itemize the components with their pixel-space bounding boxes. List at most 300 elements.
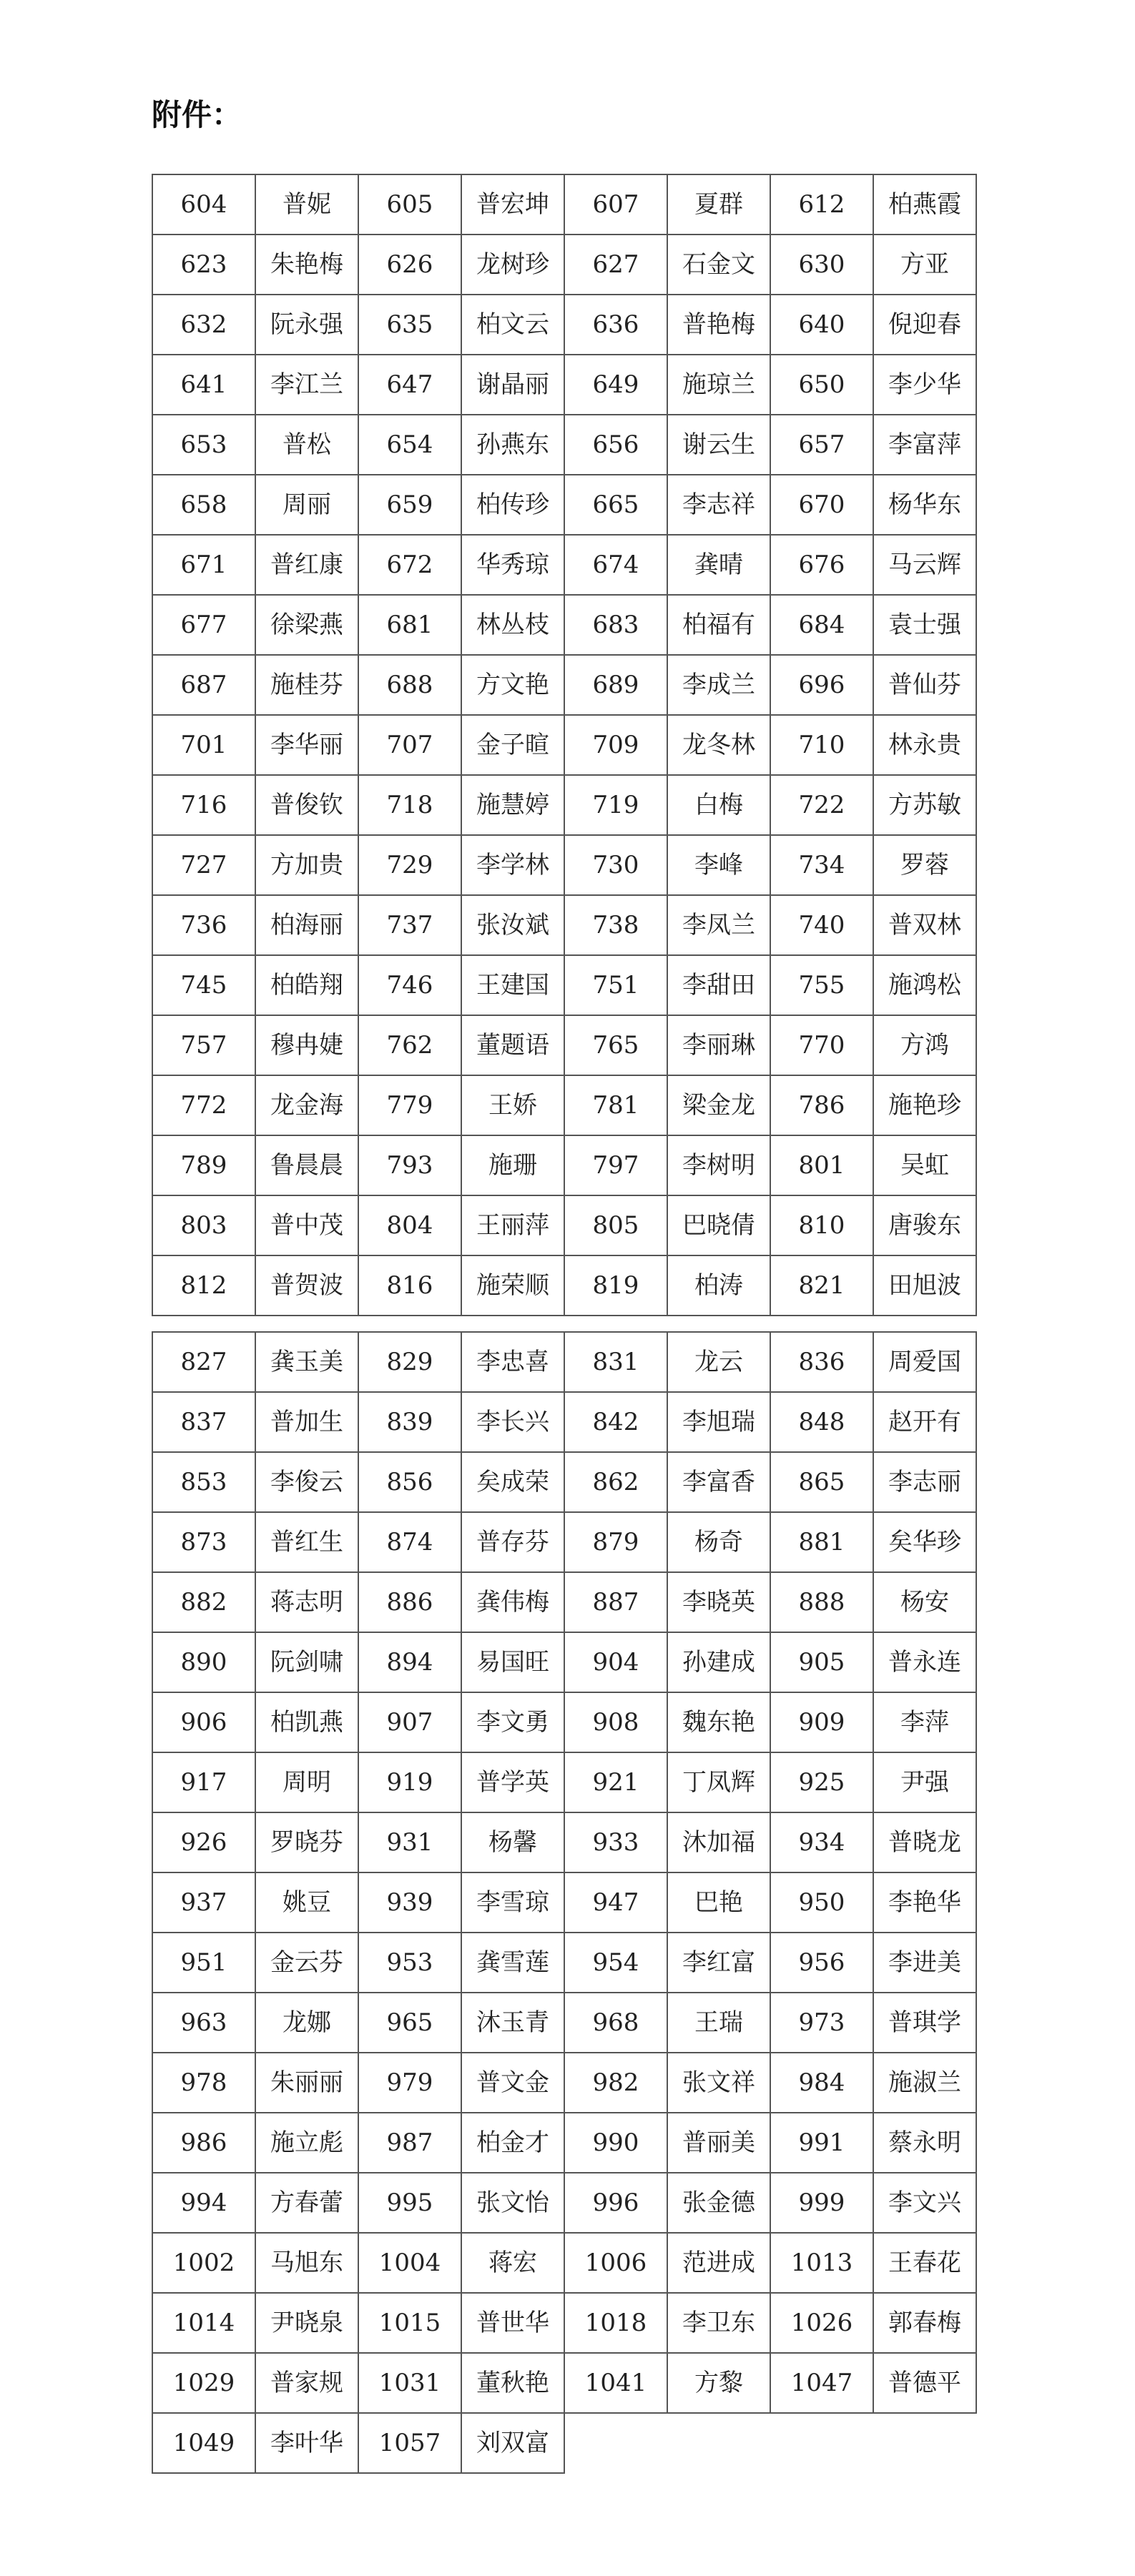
entry-name: 金云芬 xyxy=(255,1933,358,1993)
entry-name: 穆冉婕 xyxy=(255,1015,358,1075)
entry-name: 周丽 xyxy=(255,475,358,535)
entry-number: 671 xyxy=(152,535,255,595)
entry-name: 马旭东 xyxy=(255,2233,358,2293)
entry-name: 李华丽 xyxy=(255,715,358,775)
entry-number: 677 xyxy=(152,595,255,655)
table-row xyxy=(152,655,976,715)
entry-name: 方苏敏 xyxy=(873,775,976,835)
table-row xyxy=(152,174,976,235)
entry-name: 施鸿松 xyxy=(873,955,976,1015)
entry-name: 王春花 xyxy=(873,2233,976,2293)
table-row xyxy=(152,1812,976,1872)
entry-number: 917 xyxy=(152,1752,255,1812)
entry-number: 919 xyxy=(358,1752,461,1812)
entry-name: 杨华东 xyxy=(873,475,976,535)
entry-name: 普晓龙 xyxy=(873,1812,976,1872)
entry-number: 879 xyxy=(564,1512,667,1572)
table-row xyxy=(152,955,976,1015)
entry-name: 施淑兰 xyxy=(873,2053,976,2113)
entry-name: 田旭波 xyxy=(873,1255,976,1316)
entry-number: 1031 xyxy=(358,2353,461,2413)
table-row xyxy=(152,2413,976,2473)
entry-name: 蔡永明 xyxy=(873,2113,976,2173)
entry-number: 990 xyxy=(564,2113,667,2173)
entry-number: 999 xyxy=(770,2173,873,2233)
entry-name: 李俊云 xyxy=(255,1452,358,1512)
entry-number: 681 xyxy=(358,595,461,655)
entry-name: 李卫东 xyxy=(667,2293,770,2353)
entry-name: 柏传珍 xyxy=(461,475,564,535)
table-row xyxy=(152,235,976,295)
entry-name: 吴虹 xyxy=(873,1135,976,1195)
entry-number: 1002 xyxy=(152,2233,255,2293)
entry-name: 林丛枝 xyxy=(461,595,564,655)
entry-name: 李峰 xyxy=(667,835,770,895)
entry-name: 王瑞 xyxy=(667,1993,770,2053)
entry-name: 普妮 xyxy=(255,174,358,235)
entry-name: 普德平 xyxy=(873,2353,976,2413)
empty-cell xyxy=(667,2413,770,2473)
entry-name: 谢云生 xyxy=(667,415,770,475)
entry-name: 李忠喜 xyxy=(461,1332,564,1392)
entry-number: 874 xyxy=(358,1512,461,1572)
entry-name: 普松 xyxy=(255,415,358,475)
entry-name: 施慧婷 xyxy=(461,775,564,835)
entry-name: 龙娜 xyxy=(255,1993,358,2053)
entry-number: 670 xyxy=(770,475,873,535)
entry-number: 650 xyxy=(770,355,873,415)
entry-number: 772 xyxy=(152,1075,255,1135)
entry-name: 方文艳 xyxy=(461,655,564,715)
entry-name: 王娇 xyxy=(461,1075,564,1135)
entry-name: 王丽萍 xyxy=(461,1195,564,1255)
entry-number: 612 xyxy=(770,174,873,235)
entry-name: 丁凤辉 xyxy=(667,1752,770,1812)
entry-number: 839 xyxy=(358,1392,461,1452)
entry-number: 696 xyxy=(770,655,873,715)
entry-name: 普文金 xyxy=(461,2053,564,2113)
table-row xyxy=(152,355,976,415)
entry-number: 765 xyxy=(564,1015,667,1075)
entry-number: 907 xyxy=(358,1692,461,1752)
entry-number: 751 xyxy=(564,955,667,1015)
entry-number: 1004 xyxy=(358,2233,461,2293)
table-row xyxy=(152,1452,976,1512)
entry-name: 龙树珍 xyxy=(461,235,564,295)
entry-number: 865 xyxy=(770,1452,873,1512)
entry-name: 李文兴 xyxy=(873,2173,976,2233)
attachment-heading: 附件： xyxy=(152,97,242,132)
entry-number: 873 xyxy=(152,1512,255,1572)
entry-name: 朱艳梅 xyxy=(255,235,358,295)
table-row xyxy=(152,1752,976,1812)
entry-number: 934 xyxy=(770,1812,873,1872)
entry-name: 普宏坤 xyxy=(461,174,564,235)
entry-number: 947 xyxy=(564,1872,667,1933)
entry-name: 易国旺 xyxy=(461,1632,564,1692)
entry-number: 707 xyxy=(358,715,461,775)
entry-number: 607 xyxy=(564,174,667,235)
entry-number: 827 xyxy=(152,1332,255,1392)
entry-name: 施琼兰 xyxy=(667,355,770,415)
entry-name: 柏文云 xyxy=(461,295,564,355)
entry-number: 973 xyxy=(770,1993,873,2053)
entry-number: 730 xyxy=(564,835,667,895)
entry-name: 马云辉 xyxy=(873,535,976,595)
entry-number: 921 xyxy=(564,1752,667,1812)
entry-number: 793 xyxy=(358,1135,461,1195)
entry-number: 894 xyxy=(358,1632,461,1692)
entry-name: 林永贵 xyxy=(873,715,976,775)
entry-name: 龚晴 xyxy=(667,535,770,595)
entry-name: 李甜田 xyxy=(667,955,770,1015)
entry-number: 789 xyxy=(152,1135,255,1195)
entry-name: 方春蕾 xyxy=(255,2173,358,2233)
entry-name: 刘双富 xyxy=(461,2413,564,2473)
entry-number: 1029 xyxy=(152,2353,255,2413)
entry-name: 李富萍 xyxy=(873,415,976,475)
entry-name: 孙建成 xyxy=(667,1632,770,1692)
entry-name: 倪迎春 xyxy=(873,295,976,355)
entry-name: 柏金才 xyxy=(461,2113,564,2173)
entry-name: 尹晓泉 xyxy=(255,2293,358,2353)
entry-number: 831 xyxy=(564,1332,667,1392)
entry-name: 杨奇 xyxy=(667,1512,770,1572)
entry-number: 979 xyxy=(358,2053,461,2113)
entry-number: 701 xyxy=(152,715,255,775)
entry-number: 623 xyxy=(152,235,255,295)
empty-cell xyxy=(564,2413,667,2473)
table-row xyxy=(152,1692,976,1752)
entry-name: 普红康 xyxy=(255,535,358,595)
empty-cell xyxy=(770,2413,873,2473)
entry-number: 657 xyxy=(770,415,873,475)
entry-name: 梁金龙 xyxy=(667,1075,770,1135)
entry-name: 龙云 xyxy=(667,1332,770,1392)
entry-name: 徐梁燕 xyxy=(255,595,358,655)
entry-name: 李成兰 xyxy=(667,655,770,715)
entry-number: 926 xyxy=(152,1812,255,1872)
entry-name: 巴晓倩 xyxy=(667,1195,770,1255)
entry-number: 995 xyxy=(358,2173,461,2233)
entry-name: 蒋志明 xyxy=(255,1572,358,1632)
table-row xyxy=(152,2053,976,2113)
entry-name: 蒋宏 xyxy=(461,2233,564,2293)
entry-number: 1014 xyxy=(152,2293,255,2353)
table-row xyxy=(152,1512,976,1572)
table-row xyxy=(152,895,976,955)
entry-number: 882 xyxy=(152,1572,255,1632)
entry-name: 张汝斌 xyxy=(461,895,564,955)
entry-name: 白梅 xyxy=(667,775,770,835)
entry-number: 656 xyxy=(564,415,667,475)
entry-name: 罗蓉 xyxy=(873,835,976,895)
entry-number: 659 xyxy=(358,475,461,535)
entry-number: 710 xyxy=(770,715,873,775)
entry-name: 柏皓翔 xyxy=(255,955,358,1015)
entry-name: 阮剑啸 xyxy=(255,1632,358,1692)
entry-name: 施桂芬 xyxy=(255,655,358,715)
entry-number: 931 xyxy=(358,1812,461,1872)
entry-name: 鲁晨晨 xyxy=(255,1135,358,1195)
entry-number: 890 xyxy=(152,1632,255,1692)
entry-number: 722 xyxy=(770,775,873,835)
entry-number: 797 xyxy=(564,1135,667,1195)
entry-name: 董题语 xyxy=(461,1015,564,1075)
table-row xyxy=(152,715,976,775)
entry-number: 716 xyxy=(152,775,255,835)
entry-number: 632 xyxy=(152,295,255,355)
entry-name: 袁士强 xyxy=(873,595,976,655)
entry-number: 762 xyxy=(358,1015,461,1075)
entry-number: 836 xyxy=(770,1332,873,1392)
entry-name: 姚豆 xyxy=(255,1872,358,1933)
entry-name: 李丽琳 xyxy=(667,1015,770,1075)
entry-number: 881 xyxy=(770,1512,873,1572)
entry-name: 郭春梅 xyxy=(873,2293,976,2353)
table-row xyxy=(152,1015,976,1075)
entry-number: 963 xyxy=(152,1993,255,2053)
table-row xyxy=(152,295,976,355)
table-row xyxy=(152,475,976,535)
entry-name: 矣成荣 xyxy=(461,1452,564,1512)
entry-number: 736 xyxy=(152,895,255,955)
entry-name: 李凤兰 xyxy=(667,895,770,955)
entry-name: 龚玉美 xyxy=(255,1332,358,1392)
entry-number: 727 xyxy=(152,835,255,895)
entry-name: 巴艳 xyxy=(667,1872,770,1933)
roster-table-body xyxy=(152,174,976,1316)
entry-name: 沐玉青 xyxy=(461,1993,564,2053)
entry-number: 746 xyxy=(358,955,461,1015)
entry-number: 819 xyxy=(564,1255,667,1316)
entry-number: 683 xyxy=(564,595,667,655)
table-row xyxy=(152,535,976,595)
entry-name: 龙冬林 xyxy=(667,715,770,775)
entry-name: 李叶华 xyxy=(255,2413,358,2473)
entry-number: 734 xyxy=(770,835,873,895)
entry-number: 672 xyxy=(358,535,461,595)
entry-number: 996 xyxy=(564,2173,667,2233)
entry-name: 李江兰 xyxy=(255,355,358,415)
entry-name: 杨馨 xyxy=(461,1812,564,1872)
entry-number: 853 xyxy=(152,1452,255,1512)
entry-number: 886 xyxy=(358,1572,461,1632)
table-row xyxy=(152,1933,976,1993)
entry-name: 李红富 xyxy=(667,1933,770,1993)
entry-number: 688 xyxy=(358,655,461,715)
entry-number: 810 xyxy=(770,1195,873,1255)
entry-name: 谢晶丽 xyxy=(461,355,564,415)
table-row xyxy=(152,1993,976,2053)
entry-name: 龙金海 xyxy=(255,1075,358,1135)
entry-number: 770 xyxy=(770,1015,873,1075)
table-row xyxy=(152,2173,976,2233)
entry-number: 635 xyxy=(358,295,461,355)
entry-name: 普存芬 xyxy=(461,1512,564,1572)
entry-number: 986 xyxy=(152,2113,255,2173)
entry-name: 普学英 xyxy=(461,1752,564,1812)
table-row xyxy=(152,1332,976,1392)
entry-number: 987 xyxy=(358,2113,461,2173)
roster-table-page-two xyxy=(152,1331,977,2474)
entry-name: 方亚 xyxy=(873,235,976,295)
table-row xyxy=(152,415,976,475)
entry-number: 991 xyxy=(770,2113,873,2173)
entry-name: 普世华 xyxy=(461,2293,564,2353)
table-row xyxy=(152,2353,976,2413)
entry-name: 周爱国 xyxy=(873,1332,976,1392)
entry-name: 施珊 xyxy=(461,1135,564,1195)
table-row xyxy=(152,595,976,655)
entry-name: 孙燕东 xyxy=(461,415,564,475)
entry-name: 普加生 xyxy=(255,1392,358,1452)
entry-name: 阮永强 xyxy=(255,295,358,355)
entry-number: 908 xyxy=(564,1692,667,1752)
entry-number: 1013 xyxy=(770,2233,873,2293)
entry-name: 普中茂 xyxy=(255,1195,358,1255)
entry-number: 658 xyxy=(152,475,255,535)
entry-number: 803 xyxy=(152,1195,255,1255)
table-row xyxy=(152,1135,976,1195)
entry-number: 805 xyxy=(564,1195,667,1255)
entry-name: 施立彪 xyxy=(255,2113,358,2173)
entry-name: 普琪学 xyxy=(873,1993,976,2053)
entry-number: 729 xyxy=(358,835,461,895)
entry-name: 龚伟梅 xyxy=(461,1572,564,1632)
entry-number: 630 xyxy=(770,235,873,295)
entry-name: 唐骏东 xyxy=(873,1195,976,1255)
entry-name: 李晓英 xyxy=(667,1572,770,1632)
entry-name: 张文怡 xyxy=(461,2173,564,2233)
entry-name: 施荣顺 xyxy=(461,1255,564,1316)
entry-number: 842 xyxy=(564,1392,667,1452)
entry-number: 641 xyxy=(152,355,255,415)
entry-name: 张金德 xyxy=(667,2173,770,2233)
entry-name: 普贺波 xyxy=(255,1255,358,1316)
entry-name: 柏海丽 xyxy=(255,895,358,955)
entry-name: 李艳华 xyxy=(873,1872,976,1933)
entry-name: 普红生 xyxy=(255,1512,358,1572)
entry-name: 赵开有 xyxy=(873,1392,976,1452)
entry-number: 937 xyxy=(152,1872,255,1933)
entry-number: 1018 xyxy=(564,2293,667,2353)
entry-name: 李志丽 xyxy=(873,1452,976,1512)
entry-number: 906 xyxy=(152,1692,255,1752)
entry-number: 812 xyxy=(152,1255,255,1316)
entry-number: 745 xyxy=(152,955,255,1015)
entry-number: 647 xyxy=(358,355,461,415)
entry-number: 687 xyxy=(152,655,255,715)
entry-number: 837 xyxy=(152,1392,255,1452)
entry-number: 604 xyxy=(152,174,255,235)
entry-name: 罗晓芬 xyxy=(255,1812,358,1872)
entry-number: 816 xyxy=(358,1255,461,1316)
entry-number: 605 xyxy=(358,174,461,235)
entry-number: 779 xyxy=(358,1075,461,1135)
entry-name: 董秋艳 xyxy=(461,2353,564,2413)
entry-number: 950 xyxy=(770,1872,873,1933)
entry-name: 金子暄 xyxy=(461,715,564,775)
entry-number: 848 xyxy=(770,1392,873,1452)
entry-number: 984 xyxy=(770,2053,873,2113)
table-row xyxy=(152,1195,976,1255)
entry-name: 施艳珍 xyxy=(873,1075,976,1135)
entry-number: 956 xyxy=(770,1933,873,1993)
entry-name: 杨安 xyxy=(873,1572,976,1632)
entry-number: 674 xyxy=(564,535,667,595)
entry-number: 737 xyxy=(358,895,461,955)
entry-name: 李文勇 xyxy=(461,1692,564,1752)
entry-name: 李萍 xyxy=(873,1692,976,1752)
entry-name: 方加贵 xyxy=(255,835,358,895)
entry-name: 朱丽丽 xyxy=(255,2053,358,2113)
entry-name: 李长兴 xyxy=(461,1392,564,1452)
entry-name: 李学林 xyxy=(461,835,564,895)
table-row xyxy=(152,835,976,895)
table-row xyxy=(152,1572,976,1632)
entry-number: 888 xyxy=(770,1572,873,1632)
entry-name: 李富香 xyxy=(667,1452,770,1512)
entry-number: 1047 xyxy=(770,2353,873,2413)
entry-name: 范进成 xyxy=(667,2233,770,2293)
empty-cell xyxy=(873,2413,976,2473)
entry-name: 普仙芬 xyxy=(873,655,976,715)
entry-number: 856 xyxy=(358,1452,461,1512)
entry-name: 夏群 xyxy=(667,174,770,235)
entry-name: 李少华 xyxy=(873,355,976,415)
entry-number: 978 xyxy=(152,2053,255,2113)
entry-number: 689 xyxy=(564,655,667,715)
entry-number: 968 xyxy=(564,1993,667,2053)
table-row xyxy=(152,2233,976,2293)
entry-number: 994 xyxy=(152,2173,255,2233)
entry-number: 640 xyxy=(770,295,873,355)
entry-name: 柏涛 xyxy=(667,1255,770,1316)
entry-number: 654 xyxy=(358,415,461,475)
entry-number: 649 xyxy=(564,355,667,415)
entry-number: 1015 xyxy=(358,2293,461,2353)
entry-name: 柏福有 xyxy=(667,595,770,655)
entry-name: 王建国 xyxy=(461,955,564,1015)
entry-name: 普俊钦 xyxy=(255,775,358,835)
entry-number: 665 xyxy=(564,475,667,535)
entry-number: 786 xyxy=(770,1075,873,1135)
entry-name: 尹强 xyxy=(873,1752,976,1812)
entry-name: 龚雪莲 xyxy=(461,1933,564,1993)
entry-name: 魏东艳 xyxy=(667,1692,770,1752)
entry-name: 柏凯燕 xyxy=(255,1692,358,1752)
entry-number: 684 xyxy=(770,595,873,655)
entry-name: 石金文 xyxy=(667,235,770,295)
entry-number: 965 xyxy=(358,1993,461,2053)
entry-number: 709 xyxy=(564,715,667,775)
entry-name: 普家规 xyxy=(255,2353,358,2413)
table-row xyxy=(152,1075,976,1135)
entry-name: 方鸿 xyxy=(873,1015,976,1075)
entry-name: 李雪琼 xyxy=(461,1872,564,1933)
entry-number: 939 xyxy=(358,1872,461,1933)
entry-number: 905 xyxy=(770,1632,873,1692)
entry-name: 普永连 xyxy=(873,1632,976,1692)
table-row xyxy=(152,2293,976,2353)
table-row xyxy=(152,775,976,835)
entry-number: 951 xyxy=(152,1933,255,1993)
entry-number: 829 xyxy=(358,1332,461,1392)
entry-number: 653 xyxy=(152,415,255,475)
roster-table-page-one xyxy=(152,174,977,1316)
entry-name: 柏燕霞 xyxy=(873,174,976,235)
